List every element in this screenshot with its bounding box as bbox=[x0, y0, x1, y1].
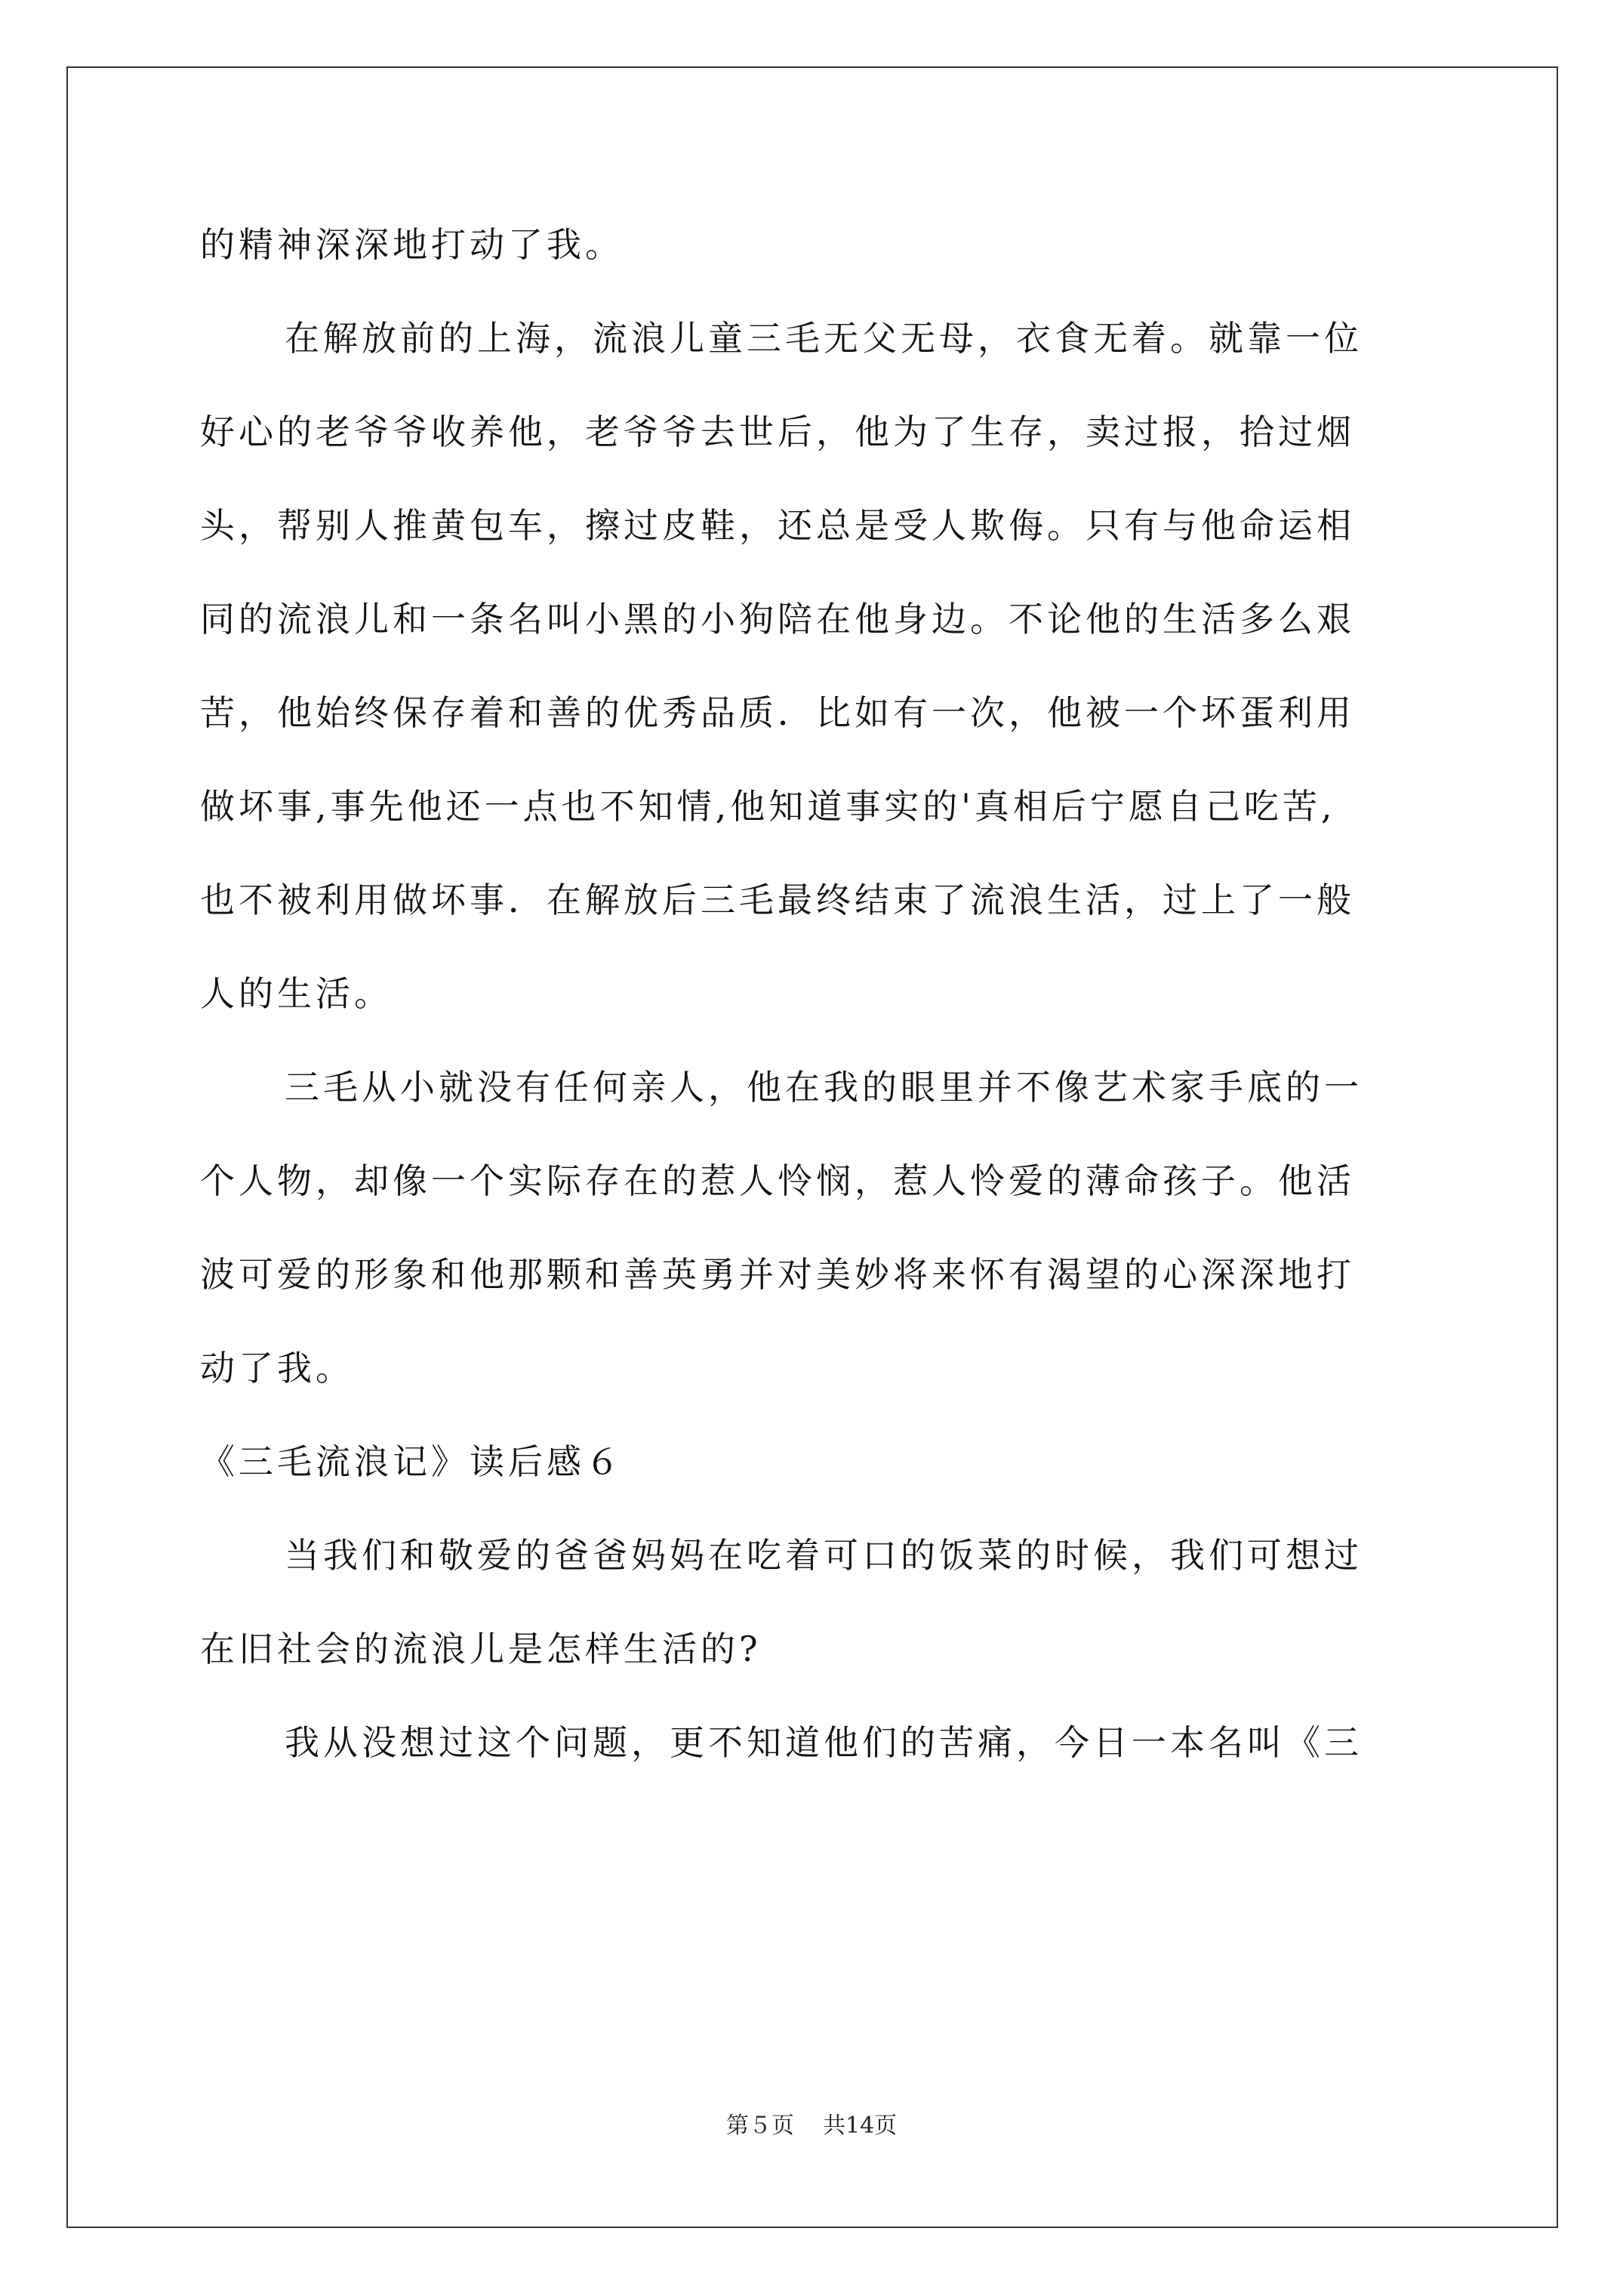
text-line: 同的流浪儿和一条名叫小黑的小狗陪在他身边。不论他的生活多么艰 bbox=[200, 599, 1355, 639]
page-footer bbox=[0, 2106, 1623, 2140]
document-body bbox=[200, 198, 1423, 1789]
text-line: 做坏事,事先他还一点也不知情,他知道事实的'真相后宁愿自己吃苦, bbox=[200, 786, 1336, 827]
text-line: 波可爱的形象和他那颗和善英勇并对美妙将来怀有渴望的心深深地打 bbox=[200, 1254, 1355, 1295]
paragraph-start-line: 当我们和敬爱的爸爸妈妈在吃着可口的饭菜的时候，我们可想过 bbox=[285, 1535, 1363, 1576]
text-line: 动了我。 bbox=[200, 1348, 354, 1388]
text-line: 个人物，却像一个实际存在的惹人怜悯，惹人怜爱的薄命孩子。他活 bbox=[200, 1160, 1355, 1201]
total-pages: 共14页 bbox=[822, 2113, 898, 2139]
text-line: 的精神深深地打动了我。 bbox=[200, 224, 624, 265]
text-line: 也不被利用做坏事．在解放后三毛最终结束了流浪生活，过上了一般 bbox=[200, 880, 1355, 920]
footer-separator bbox=[794, 2113, 823, 2139]
text-line: 在旧社会的流浪儿是怎样生活的? bbox=[200, 1629, 762, 1669]
paragraph-start-line: 我从没想过这个问题，更不知道他们的苦痛，今日一本名叫《三 bbox=[285, 1722, 1363, 1763]
text-line: 苦，他始终保存着和善的优秀品质．比如有一次，他被一个坏蛋利用 bbox=[200, 692, 1355, 733]
text-line: 好心的老爷爷收养他，老爷爷去世后，他为了生存，卖过报，拾过烟 bbox=[200, 411, 1355, 452]
paragraph-start-line: 三毛从小就没有任何亲人，他在我的眼里并不像艺术家手底的一 bbox=[285, 1067, 1363, 1108]
page-number: 第５页 bbox=[725, 2113, 794, 2139]
text-line: 头，帮别人推黄包车，擦过皮鞋，还总是受人欺侮。只有与他命运相 bbox=[200, 505, 1355, 546]
section-heading: 《三毛流浪记》读后感６ bbox=[200, 1441, 624, 1482]
text-line: 人的生活。 bbox=[200, 973, 393, 1014]
paragraph-start-line: 在解放前的上海，流浪儿童三毛无父无母，衣食无着。就靠一位 bbox=[285, 318, 1363, 359]
